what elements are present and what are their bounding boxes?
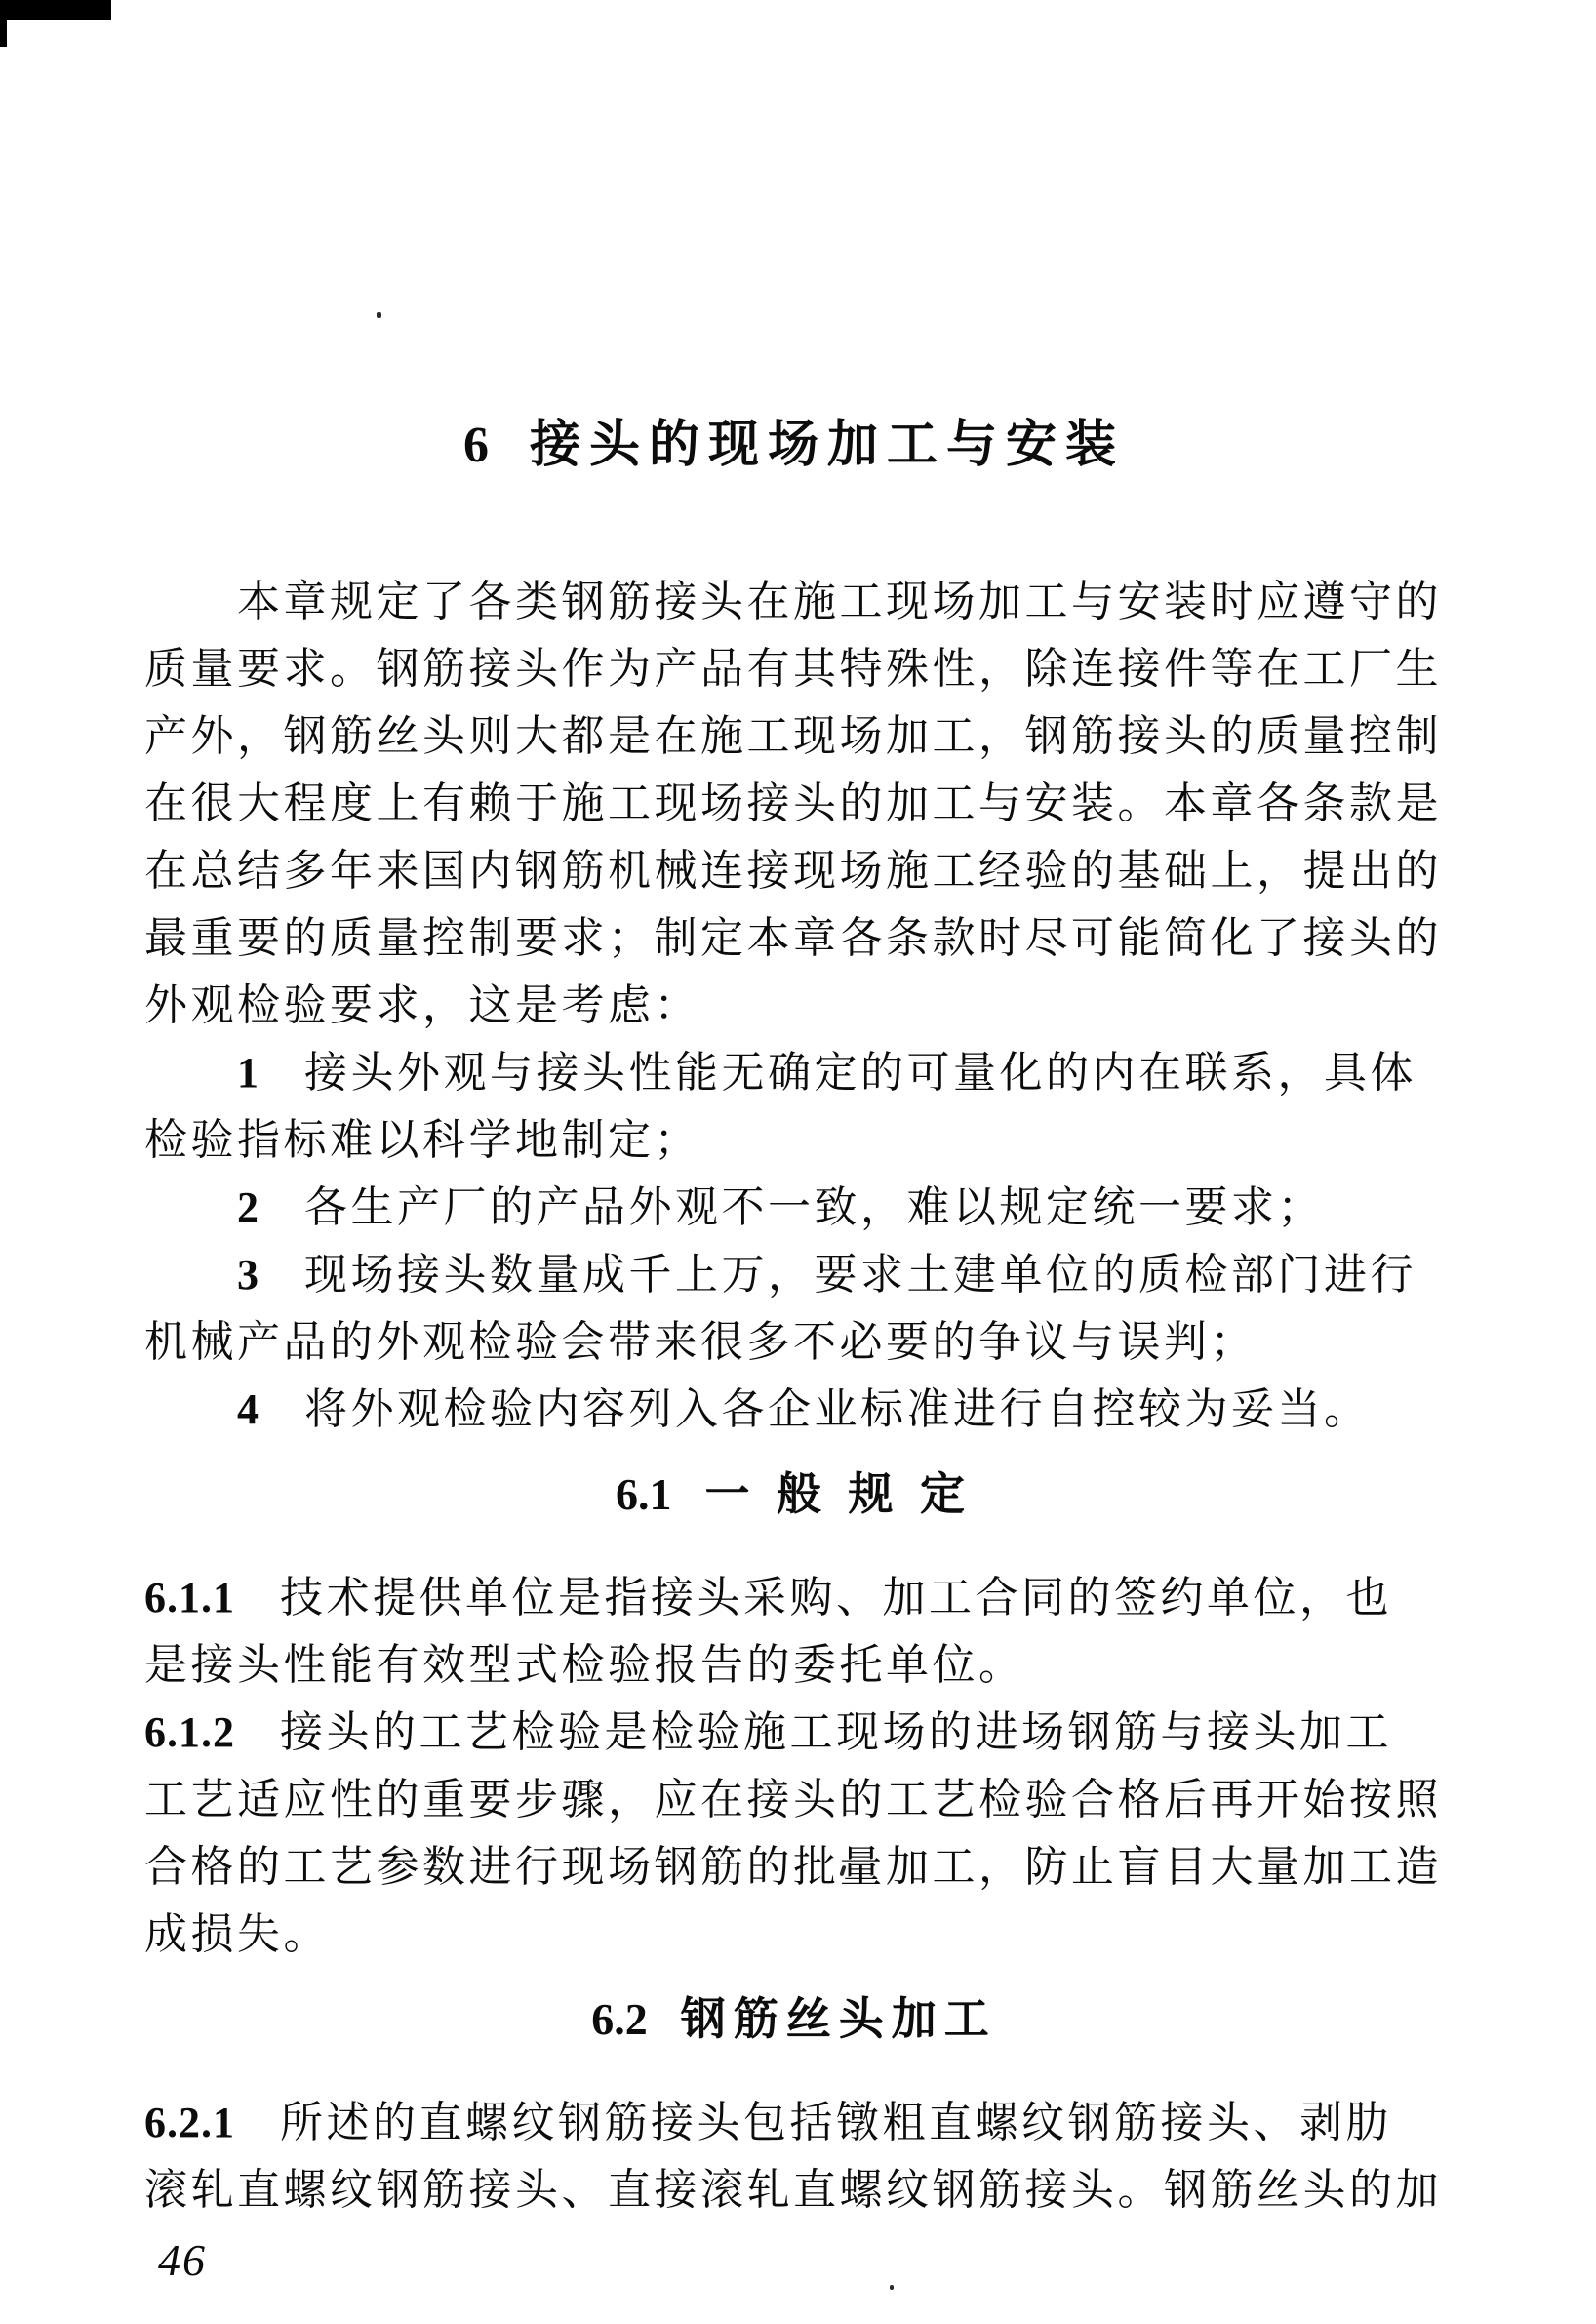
line-text: 将外观检验内容列入各企业标准进行自控较为妥当。 <box>304 1385 1371 1433</box>
line-text: 本章规定了各类钢筋接头在施工现场加工与安装时应遵守的 <box>237 578 1442 625</box>
page-number: 46 <box>158 2235 207 2285</box>
text-line <box>144 837 1444 904</box>
line-text: 技术提供单位是指接头采购、加工合同的签约单位，也 <box>280 1574 1392 1622</box>
item-number: 3 <box>237 1251 259 1299</box>
text-line <box>144 568 1444 635</box>
text-line <box>144 972 1444 1039</box>
chapter-number: 6 <box>462 418 489 473</box>
section-number: 6.2 <box>591 1994 648 2044</box>
text-line <box>144 635 1444 702</box>
chapter-title-text: 接头的现场加工与安装 <box>529 418 1125 473</box>
line-text: 产外，钢筋丝头则大都是在施工现场加工，钢筋接头的质量控制 <box>144 712 1442 760</box>
section-number: 6.1 <box>616 1469 672 1519</box>
text-line <box>144 1308 1444 1376</box>
line-text: 外观检验要求，这是考虑： <box>144 982 700 1029</box>
line-text: 是接头性能有效型式检验报告的委托单位。 <box>144 1641 1025 1689</box>
line-text: 在很大程度上有赖于施工现场接头的加工与安装。本章各条款是 <box>144 780 1442 827</box>
scan-speck <box>890 2285 894 2290</box>
line-text: 质量要求。钢筋接头作为产品有其特殊性，除连接件等在工厂生 <box>144 645 1442 693</box>
line-text: 检验指标难以科学地制定； <box>144 1116 700 1164</box>
clause-number: 6.1.2 <box>144 1708 235 1756</box>
text-line <box>144 904 1444 972</box>
text-line <box>144 1766 1444 1833</box>
line-text: 现场接头数量成千上万，要求土建单位的质检部门进行 <box>304 1251 1416 1299</box>
scan-speck <box>377 312 381 318</box>
text-line <box>144 1106 1444 1174</box>
line-text: 所述的直螺纹钢筋接头包括镦粗直螺纹钢筋接头、剥肋 <box>280 2099 1392 2146</box>
item-number: 2 <box>237 1183 259 1231</box>
section-heading <box>144 1466 1444 1523</box>
text-line <box>144 770 1444 837</box>
section-heading <box>144 1991 1444 2048</box>
section-title-text: 一 般 规 定 <box>704 1469 973 1519</box>
line-text: 接头外观与接头性能无确定的可量化的内在联系，具体 <box>304 1049 1416 1097</box>
text-line <box>144 1039 1444 1106</box>
item-number: 1 <box>237 1049 259 1097</box>
line-text: 各生产厂的产品外观不一致，难以规定统一要求； <box>304 1183 1324 1231</box>
text-line <box>144 2089 1444 2156</box>
line-text: 机械产品的外观检验会带来很多不必要的争议与误判； <box>144 1318 1257 1366</box>
line-text: 工艺适应性的重要步骤，应在接头的工艺检验合格后再开始按照 <box>144 1776 1442 1823</box>
text-line <box>144 1699 1444 1766</box>
chapter-title <box>144 414 1444 478</box>
text-line <box>144 1241 1444 1308</box>
text-line <box>144 1174 1444 1241</box>
line-text: 滚轧直螺纹钢筋接头、直接滚轧直螺纹钢筋接头。钢筋丝头的加 <box>144 2166 1442 2214</box>
text-line <box>144 702 1444 770</box>
line-text: 最重要的质量控制要求；制定本章各条款时尽可能简化了接头的 <box>144 914 1442 962</box>
text-line <box>144 2156 1444 2224</box>
text-line <box>144 1564 1444 1631</box>
item-number: 4 <box>237 1385 259 1433</box>
text-line <box>144 1833 1444 1901</box>
clause-number: 6.2.1 <box>144 2099 235 2146</box>
scan-artifact-tick <box>0 18 7 47</box>
line-text: 在总结多年来国内钢筋机械连接现场施工经验的基础上，提出的 <box>144 847 1442 895</box>
scan-artifact-bar <box>0 0 111 20</box>
line-text: 合格的工艺参数进行现场钢筋的批量加工，防止盲目大量加工造 <box>144 1843 1442 1891</box>
section-title-text: 钢筋丝头加工 <box>680 1994 997 2044</box>
document-content <box>144 414 1444 2224</box>
text-line <box>144 1376 1444 1443</box>
text-line <box>144 1901 1444 1968</box>
document-blocks <box>144 568 1444 2224</box>
clause-number: 6.1.1 <box>144 1574 235 1622</box>
line-text: 成损失。 <box>144 1910 330 1958</box>
text-line <box>144 1631 1444 1699</box>
line-text: 接头的工艺检验是检验施工现场的进场钢筋与接头加工 <box>280 1708 1392 1756</box>
